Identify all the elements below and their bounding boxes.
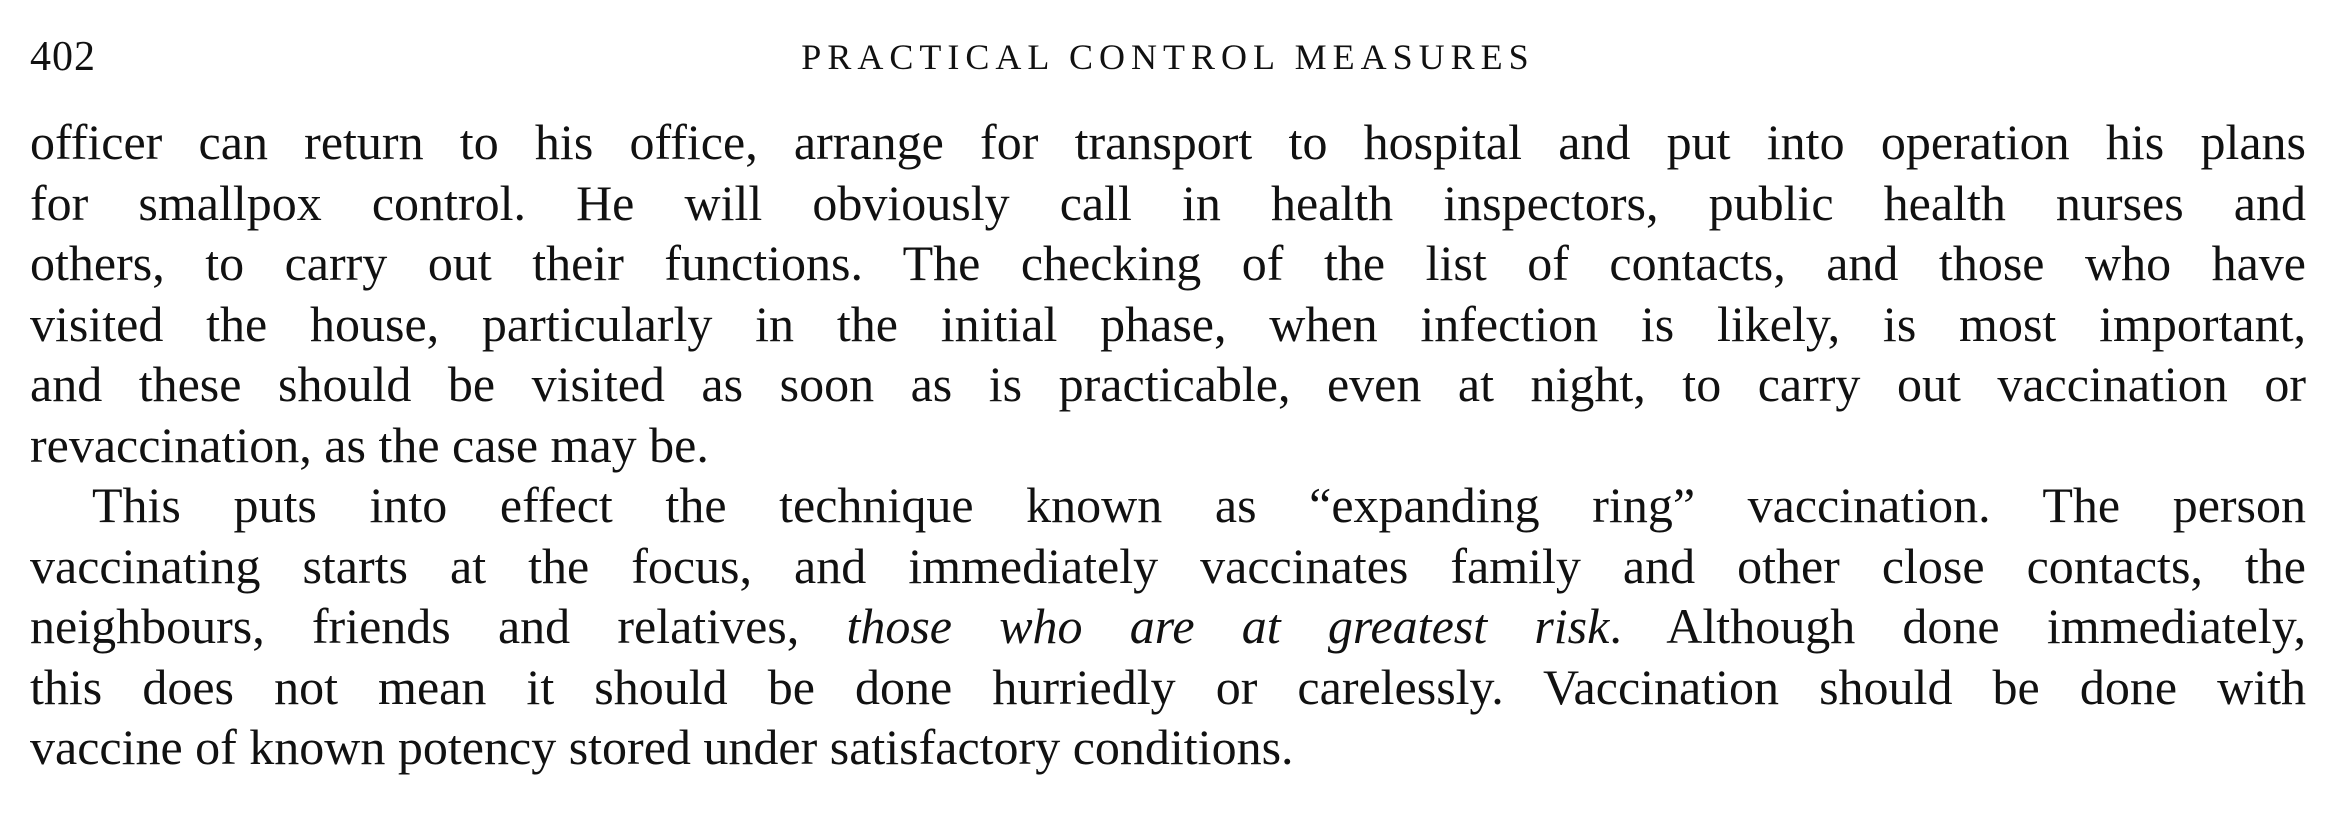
paragraph-1 (30, 112, 2306, 475)
text-segment: . Although done immediately, (1609, 598, 2306, 654)
text-line: This puts into effect the technique known as “expanding ring” vaccination. The person (92, 477, 2306, 533)
text-line: others, to carry out their functions. The checking of the list of contacts, and those who have (30, 235, 2306, 291)
running-head (30, 0, 2306, 112)
text-segment: neighbours, friends and relatives, (30, 598, 847, 654)
text-line-with-emphasis (30, 596, 2306, 657)
text-line: this does not mean it should be done hurriedly or carelessly. Vaccination should be done with (30, 658, 2306, 715)
page-number: 402 (30, 34, 96, 80)
paragraph-2 (30, 475, 2306, 778)
text-line: visited the house, particularly in the initial phase, when infection is likely, is most important, (30, 295, 2306, 352)
emphasized-text: those who are at greatest risk (846, 598, 1610, 654)
text-line: vaccinating starts at the focus, and immediately vaccinates family and other close contacts, the (30, 537, 2306, 594)
text-line: officer can return to his office, arrange for transport to hospital and put into operation his plans (30, 114, 2306, 170)
text-line: and these should be visited as soon as is practicable, even at night, to carry out vaccination or (30, 356, 2306, 412)
body-text (30, 112, 2306, 778)
text-line: vaccine of known potency stored under satisfactory conditions. (30, 719, 1294, 775)
book-page (30, 0, 2306, 836)
text-line: revaccination, as the case may be. (30, 416, 709, 473)
text-line: for smallpox control. He will obviously call in health inspectors, public health nurses and (30, 174, 2306, 231)
running-title: PRACTICAL CONTROL MEASURES (801, 37, 1535, 77)
